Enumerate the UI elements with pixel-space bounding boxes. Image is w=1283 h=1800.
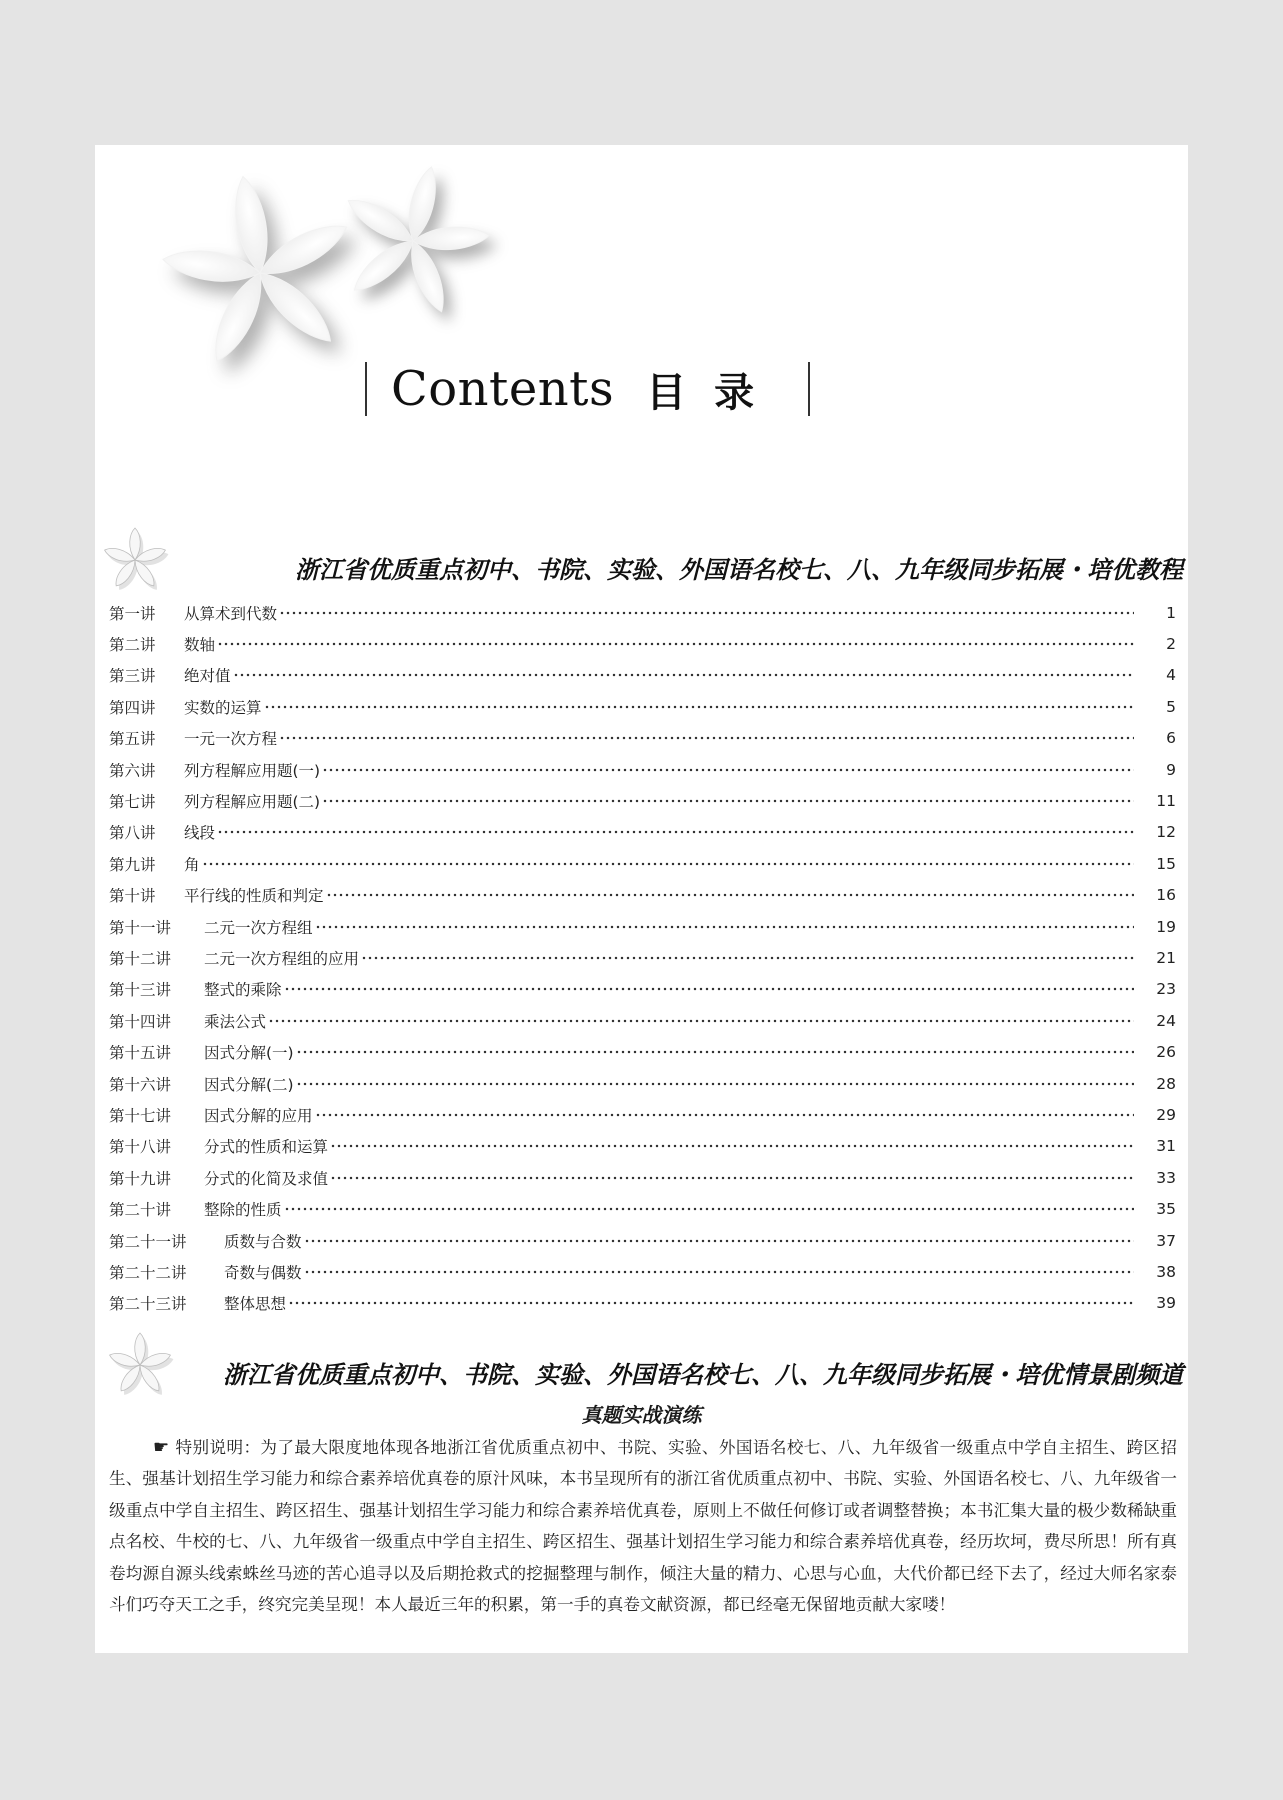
toc-dot-leader (322, 799, 1134, 803)
toc-dot-leader (217, 642, 1134, 646)
toc-dot-leader (304, 1239, 1134, 1243)
toc-lecture-title: 奇数与偶数 (224, 1263, 302, 1282)
toc-lecture-number: 第一讲 (109, 604, 156, 623)
toc-page-number: 9 (1166, 760, 1176, 779)
title-chinese: 目录 (646, 369, 783, 416)
toc-row[interactable] (109, 974, 1176, 1005)
toc-dot-leader (264, 705, 1134, 709)
toc-lecture-number: 第十九讲 (109, 1169, 172, 1188)
toc-dot-leader (304, 1270, 1134, 1274)
toc-page-number: 19 (1156, 917, 1176, 936)
toc-dot-leader (284, 987, 1134, 991)
toc-lecture-number: 第六讲 (109, 761, 156, 780)
toc-lecture-number: 第五讲 (109, 730, 156, 749)
section2-flower-icon (105, 1330, 175, 1400)
toc-page-number: 12 (1156, 823, 1176, 842)
toc-row[interactable] (109, 817, 1176, 848)
toc-lecture-title: 角 (184, 855, 200, 874)
toc-row[interactable] (109, 1036, 1176, 1067)
toc-lecture-number: 第七讲 (109, 793, 156, 812)
toc-page-number: 11 (1156, 792, 1176, 811)
toc-row[interactable] (109, 1162, 1176, 1193)
toc-lecture-number: 第八讲 (109, 824, 156, 843)
toc-lecture-number: 第十讲 (109, 887, 156, 906)
toc-dot-leader (361, 956, 1134, 960)
toc-lecture-number: 第十四讲 (109, 1012, 172, 1031)
toc-lecture-title: 因式分解(二) (204, 1075, 294, 1094)
title-right-bar (808, 362, 810, 416)
toc-lecture-title: 二元一次方程组 (204, 918, 313, 937)
toc-dot-leader (284, 1207, 1134, 1211)
toc-row[interactable] (109, 1193, 1176, 1224)
toc-page-number: 1 (1166, 603, 1176, 622)
toc-lecture-number: 第十八讲 (109, 1138, 172, 1157)
toc-lecture-title: 数轴 (184, 636, 216, 655)
toc-lecture-title: 整体思想 (224, 1295, 287, 1314)
special-note-text: 特别说明：为了最大限度地体现各地浙江省优质重点初中、书院、实验、外国语名校七、八、九年级省一级重点中学自主招生、跨区招生、强基计划招生学习能力和综合素养培优真卷的原汁风味，本书呈现所有的浙江省优质重点初中、书院、实验、外国语名校七、八、九年级省一级重点中学自主招生、跨区招生、强基计划招生学习能力和综合素养培优真卷，原则上不做任何修订或者调整替换；本书汇集大量的极少数稀缺重点名校、牛校的七、八、九年级省一级重点中学自主招生、跨区招生、强基计划招生学习能力和综合素养培优真卷，经历坎坷，费尽所思！所有真卷均源自源头线索蛛丝马迹的苦心追寻以及后期抢救式的挖掘整理与制作，倾注大量的精力、心思与心血，大代价都已经下去了，经过大师名家泰斗们巧夺天工之手，终究完美呈现！本人最近三年的积累，第一手的真卷文献资源，都已经毫无保留地贡献大家喽！ (109, 1438, 1177, 1615)
toc-lecture-title: 整式的乘除 (204, 981, 282, 1000)
toc-row[interactable] (109, 942, 1176, 973)
toc-row[interactable] (109, 1256, 1176, 1287)
title-english: Contents (391, 361, 615, 417)
toc-lecture-title: 一元一次方程 (184, 730, 278, 749)
toc-page-number: 6 (1166, 729, 1176, 748)
toc-dot-leader (202, 862, 1134, 866)
toc-page-number: 38 (1156, 1262, 1176, 1281)
toc-page-number: 35 (1156, 1200, 1176, 1219)
toc-lecture-number: 第四讲 (109, 698, 156, 717)
toc-dot-leader (315, 1113, 1134, 1117)
toc-row[interactable] (109, 1288, 1176, 1319)
toc-dot-leader (233, 673, 1134, 677)
toc-dot-leader (268, 1019, 1134, 1023)
toc-lecture-number: 第九讲 (109, 855, 156, 874)
toc-lecture-title: 列方程解应用题(二) (184, 793, 321, 812)
toc-page-number: 37 (1156, 1231, 1176, 1250)
toc-lecture-number: 第十三讲 (109, 981, 172, 1000)
toc-dot-leader (279, 611, 1134, 615)
toc-lecture-number: 第二十三讲 (109, 1295, 187, 1314)
toc-page-number: 28 (1156, 1074, 1176, 1093)
toc-page-number: 24 (1156, 1011, 1176, 1030)
toc-lecture-number: 第十二讲 (109, 949, 172, 968)
toc-lecture-number: 第十七讲 (109, 1106, 172, 1125)
toc-lecture-number: 第十五讲 (109, 1044, 172, 1063)
toc-dot-leader (296, 1050, 1134, 1054)
toc-row[interactable] (109, 691, 1176, 722)
toc-row[interactable] (109, 754, 1176, 785)
toc-page-number: 33 (1156, 1168, 1176, 1187)
toc-lecture-title: 从算术到代数 (184, 604, 278, 623)
toc-lecture-title: 平行线的性质和判定 (184, 887, 324, 906)
section1-title: 浙江省优质重点初中、书院、实验、外国语名校七、八、九年级同步拓展・培优教程 (295, 556, 1183, 584)
toc-row[interactable] (109, 660, 1176, 691)
toc-page-number: 23 (1156, 980, 1176, 999)
toc-page-number: 15 (1156, 854, 1176, 873)
toc-dot-leader (296, 1082, 1134, 1086)
pointing-hand-icon: ☛ (153, 1437, 170, 1458)
toc-page-number: 4 (1166, 666, 1176, 685)
toc-page-number: 39 (1156, 1294, 1176, 1313)
title-left-bar (365, 362, 367, 416)
toc-lecture-title: 实数的运算 (184, 698, 262, 717)
toc-row[interactable] (109, 785, 1176, 816)
toc-dot-leader (288, 1301, 1134, 1305)
toc-lecture-number: 第二讲 (109, 636, 156, 655)
toc-lecture-title: 线段 (184, 824, 216, 843)
toc-dot-leader (217, 830, 1134, 834)
toc-row[interactable] (109, 1225, 1176, 1256)
toc-row[interactable] (109, 1099, 1176, 1130)
toc-dot-leader (315, 925, 1134, 929)
toc-list (109, 597, 1176, 1319)
toc-page-number: 2 (1166, 635, 1176, 654)
toc-row[interactable] (109, 597, 1176, 628)
toc-lecture-title: 乘法公式 (204, 1012, 267, 1031)
toc-dot-leader (330, 1176, 1134, 1180)
toc-lecture-title: 列方程解应用题(一) (184, 761, 321, 780)
toc-page-number: 31 (1156, 1137, 1176, 1156)
section2-subtitle: 真题实战演练 (581, 1403, 702, 1427)
toc-lecture-title: 因式分解(一) (204, 1044, 294, 1063)
toc-row[interactable] (109, 911, 1176, 942)
toc-row[interactable] (109, 628, 1176, 659)
toc-row[interactable] (109, 848, 1176, 879)
special-note (109, 1432, 1177, 1620)
toc-row[interactable] (109, 1005, 1176, 1036)
section2-title: 浙江省优质重点初中、书院、实验、外国语名校七、八、九年级同步拓展・培优情景剧频道 (223, 1361, 1183, 1389)
toc-lecture-title: 绝对值 (184, 667, 231, 686)
toc-dot-leader (330, 1144, 1134, 1148)
toc-page-number: 21 (1156, 948, 1176, 967)
toc-lecture-title: 分式的性质和运算 (204, 1138, 329, 1157)
toc-lecture-title: 因式分解的应用 (204, 1106, 313, 1125)
toc-page-number: 16 (1156, 886, 1176, 905)
toc-lecture-number: 第十一讲 (109, 918, 172, 937)
toc-lecture-title: 质数与合数 (224, 1232, 302, 1251)
toc-page (95, 145, 1188, 1653)
toc-dot-leader (322, 768, 1134, 772)
toc-page-number: 29 (1156, 1105, 1176, 1124)
page-title (365, 359, 810, 419)
toc-dot-leader (326, 893, 1134, 897)
toc-row[interactable] (109, 1068, 1176, 1099)
toc-row[interactable] (109, 880, 1176, 911)
toc-dot-leader (279, 736, 1134, 740)
toc-lecture-number: 第十六讲 (109, 1075, 172, 1094)
section1-flower-icon (100, 525, 170, 595)
toc-lecture-title: 分式的化简及求值 (204, 1169, 329, 1188)
toc-lecture-number: 第二十讲 (109, 1201, 172, 1220)
toc-row[interactable] (109, 723, 1176, 754)
toc-page-number: 26 (1156, 1043, 1176, 1062)
toc-lecture-number: 第三讲 (109, 667, 156, 686)
toc-lecture-title: 整除的性质 (204, 1201, 282, 1220)
toc-row[interactable] (109, 1131, 1176, 1162)
toc-page-number: 5 (1166, 697, 1176, 716)
toc-lecture-title: 二元一次方程组的应用 (204, 949, 360, 968)
toc-lecture-number: 第二十一讲 (109, 1232, 187, 1251)
toc-lecture-number: 第二十二讲 (109, 1263, 187, 1282)
